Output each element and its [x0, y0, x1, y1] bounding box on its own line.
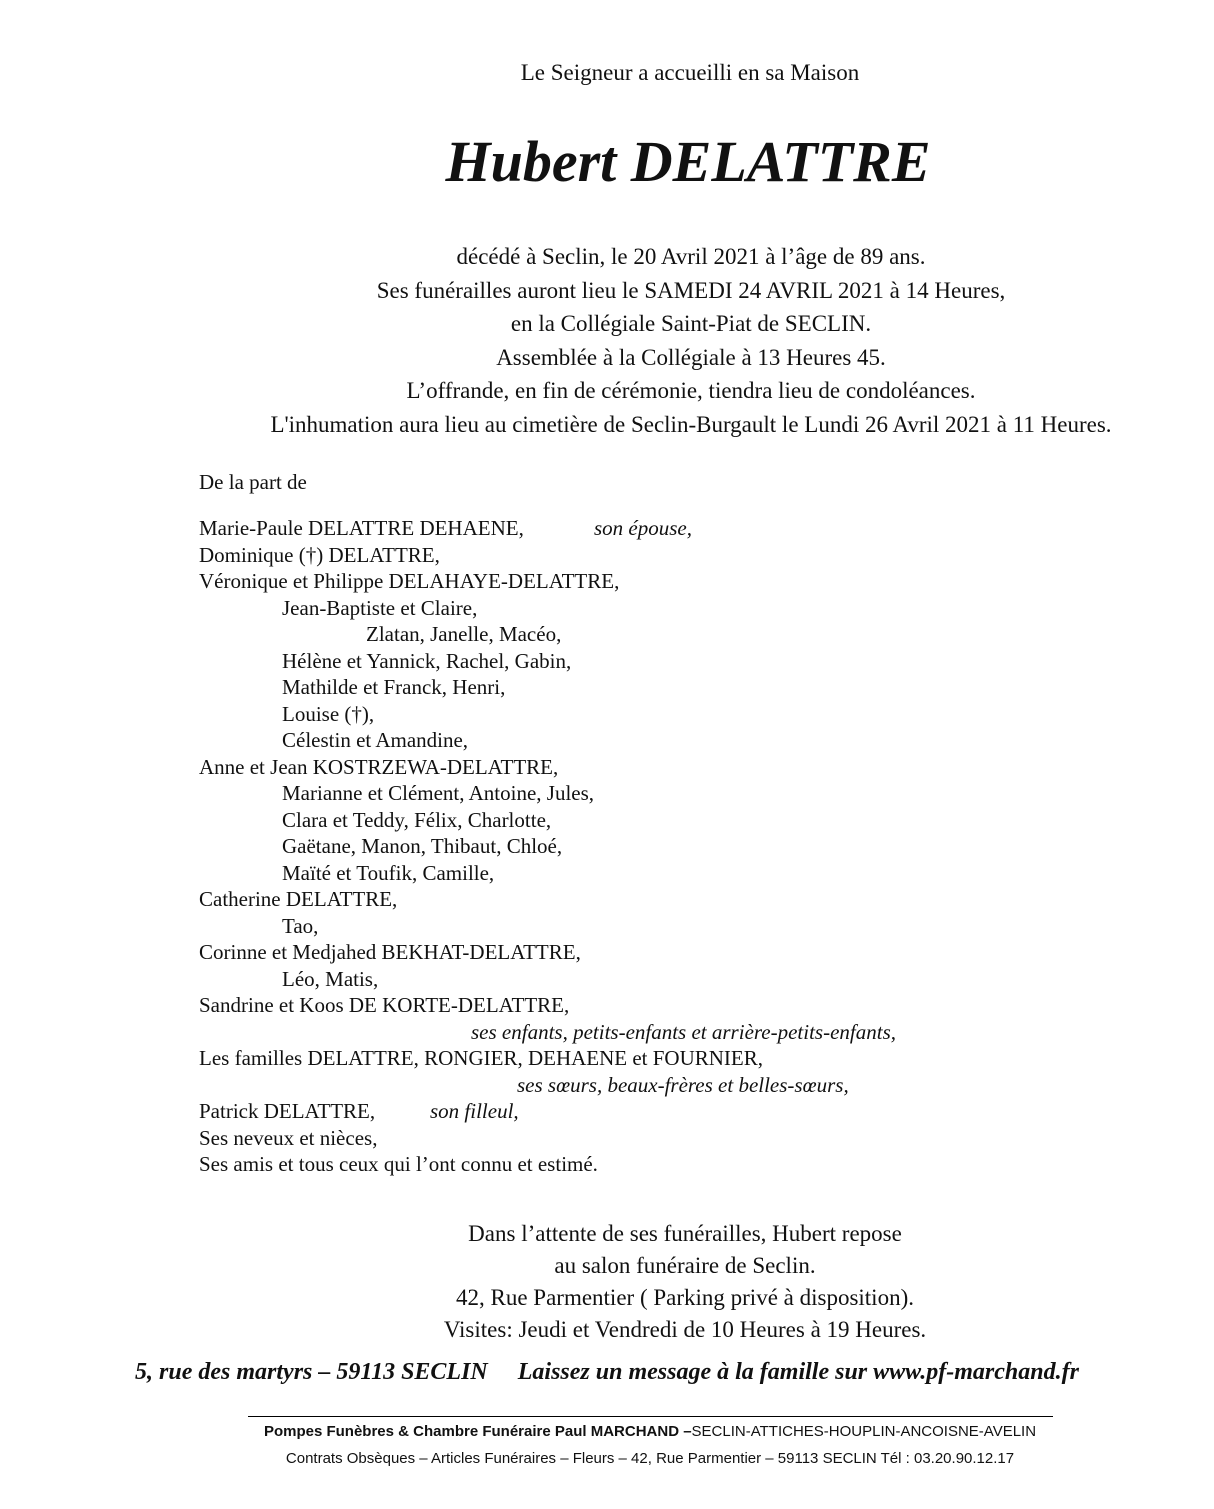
- family-line: [199, 1098, 896, 1125]
- relation-label: son épouse,: [594, 516, 692, 540]
- family-line: Gaëtane, Manon, Thibaut, Chloé,: [282, 834, 563, 858]
- footer-company-line: [0, 1423, 1214, 1440]
- announcement-line: L’offrande, en fin de cérémonie, tiendra lieu de condoléances.: [406, 378, 976, 403]
- relation-label: son filleul,: [430, 1099, 519, 1123]
- family-line: Célestin et Amandine,: [282, 728, 469, 752]
- repose-line: au salon funéraire de Seclin.: [554, 1253, 816, 1278]
- family-line: Maïté et Toufik, Camille,: [282, 860, 495, 885]
- announcement-line: décédé à Seclin, le 20 Avril 2021 à l’âge de 89 ans.: [456, 244, 926, 269]
- repose-line: 42, Rue Parmentier ( Parking privé à disposition).: [455, 1285, 914, 1310]
- family-line: Dominique (†) DELATTRE,: [199, 542, 440, 567]
- family-line: Louise (†),: [282, 701, 375, 726]
- family-name: Patrick DELATTRE,: [199, 1099, 376, 1123]
- family-line: Mathilde et Franck, Henri,: [282, 675, 506, 699]
- family-line: Les familles DELATTRE, RONGIER, DEHAENE et FOURNIER,: [199, 1046, 764, 1070]
- website-message[interactable]: Laissez un message à la famille sur www.pf-marchand.fr: [517, 1359, 1079, 1385]
- relation-label: ses enfants, petits-enfants et arrière-petits-enfants,: [471, 1019, 896, 1044]
- announcement-line: L'inhumation aura lieu au cimetière de Seclin-Burgault le Lundi 26 Avril 2021 à 11 Heures.: [270, 411, 1112, 437]
- family-line: Anne et Jean KOSTRZEWA-DELATTRE,: [199, 754, 559, 779]
- family-line: Jean-Baptiste et Claire,: [282, 595, 478, 620]
- family-line: [199, 515, 896, 542]
- family-line: Hélène et Yannick, Rachel, Gabin,: [282, 648, 572, 673]
- family-line: Ses neveux et nièces,: [199, 1125, 378, 1150]
- company-towns: SECLIN-ATTICHES-HOUPLIN-ANCOISNE-AVELIN: [691, 1423, 1037, 1440]
- footer-services-line: Contrats Obsèques – Articles Funéraires – Fleurs – 42, Rue Parmentier – 59113 SECLIN Tél : 03.20.90.12.17: [285, 1450, 1015, 1467]
- from-label: De la part de: [199, 470, 307, 494]
- family-line: Corinne et Medjahed BEKHAT-DELATTRE,: [199, 940, 581, 964]
- family-line: Clara et Teddy, Félix, Charlotte,: [282, 807, 552, 832]
- repose-line: Visites: Jeudi et Vendredi de 10 Heures à 19 Heures.: [443, 1317, 927, 1342]
- announcement-line: Assemblée à la Collégiale à 13 Heures 45.: [496, 344, 886, 370]
- family-line: Sandrine et Koos DE KORTE-DELATTRE,: [199, 993, 570, 1017]
- contact-line: [0, 1359, 1214, 1386]
- family-name: Marie-Paule DELATTRE DEHAENE,: [199, 516, 524, 540]
- repose-line: Dans l’attente de ses funérailles, Hubert repose: [468, 1221, 902, 1246]
- family-line: Marianne et Clément, Antoine, Jules,: [282, 781, 595, 805]
- announcement-block: [0, 240, 1214, 441]
- family-line: Catherine DELATTRE,: [199, 887, 398, 911]
- family-line: Léo, Matis,: [282, 966, 379, 991]
- footer-divider: [248, 1416, 1053, 1417]
- address-text: 5, rue des martyrs – 59113 SECLIN: [135, 1359, 488, 1385]
- family-line: Ses amis et tous ceux qui l’ont connu et estimé.: [199, 1152, 598, 1176]
- intro-text: Le Seigneur a accueilli en sa Maison: [520, 60, 860, 85]
- family-line: Tao,: [282, 913, 319, 938]
- repose-block: [0, 1218, 1214, 1346]
- company-name: Pompes Funèbres & Chambre Funéraire Paul MARCHAND –: [263, 1423, 692, 1440]
- family-line: Zlatan, Janelle, Macéo,: [366, 622, 562, 646]
- family-list: [199, 515, 896, 1178]
- announcement-line: en la Collégiale Saint-Piat de SECLIN.: [510, 311, 872, 336]
- deceased-name: Hubert DELATTRE: [445, 129, 931, 194]
- relation-label: ses sœurs, beaux-frères et belles-sœurs,: [517, 1072, 849, 1097]
- announcement-line: Ses funérailles auront lieu le SAMEDI 24 AVRIL 2021 à 14 Heures,: [376, 277, 1006, 303]
- family-line: Véronique et Philippe DELAHAYE-DELATTRE,: [199, 569, 620, 593]
